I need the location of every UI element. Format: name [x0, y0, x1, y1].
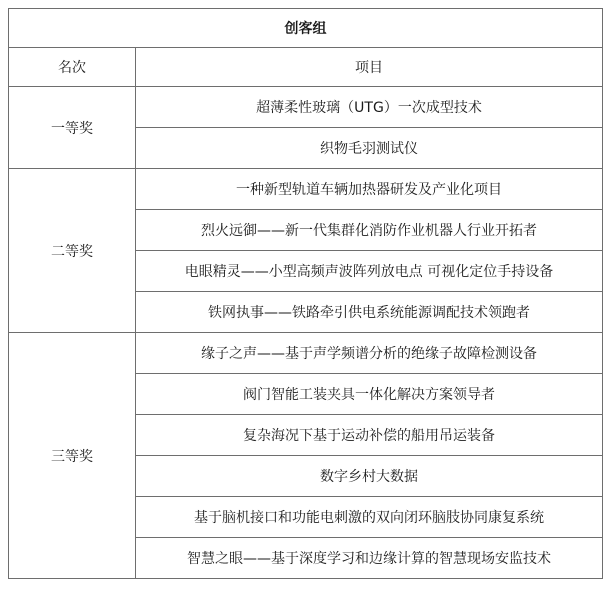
- project-cell: 智慧之眼——基于深度学习和边缘计算的智慧现场安监技术: [136, 538, 603, 579]
- header-rank: 名次: [9, 48, 136, 87]
- project-cell: 复杂海况下基于运动补偿的船用吊运装备: [136, 415, 603, 456]
- table-title: 创客组: [9, 9, 603, 48]
- project-cell: 烈火远御——新一代集群化消防作业机器人行业开拓者: [136, 210, 603, 251]
- header-project: 项目: [136, 48, 603, 87]
- project-cell: 缘子之声——基于声学频谱分析的绝缘子故障检测设备: [136, 333, 603, 374]
- project-cell: 数字乡村大数据: [136, 456, 603, 497]
- rank-cell-second: 二等奖: [9, 169, 136, 333]
- header-row: [9, 48, 603, 87]
- awards-table: [8, 8, 603, 579]
- project-cell: 一种新型轨道车辆加热器研发及产业化项目: [136, 169, 603, 210]
- table-row: [9, 333, 603, 374]
- project-cell: 铁网执事——铁路牵引供电系统能源调配技术领跑者: [136, 292, 603, 333]
- project-cell: 超薄柔性玻璃（UTG）一次成型技术: [136, 87, 603, 128]
- rank-cell-first: 一等奖: [9, 87, 136, 169]
- project-cell: 织物毛羽测试仪: [136, 128, 603, 169]
- table-row: [9, 169, 603, 210]
- project-cell: 电眼精灵——小型高频声波阵列放电点 可视化定位手持设备: [136, 251, 603, 292]
- rank-cell-third: 三等奖: [9, 333, 136, 579]
- project-cell: 阀门智能工装夹具一体化解决方案领导者: [136, 374, 603, 415]
- title-row: [9, 9, 603, 48]
- project-cell: 基于脑机接口和功能电刺激的双向闭环脑肢协同康复系统: [136, 497, 603, 538]
- table-row: [9, 87, 603, 128]
